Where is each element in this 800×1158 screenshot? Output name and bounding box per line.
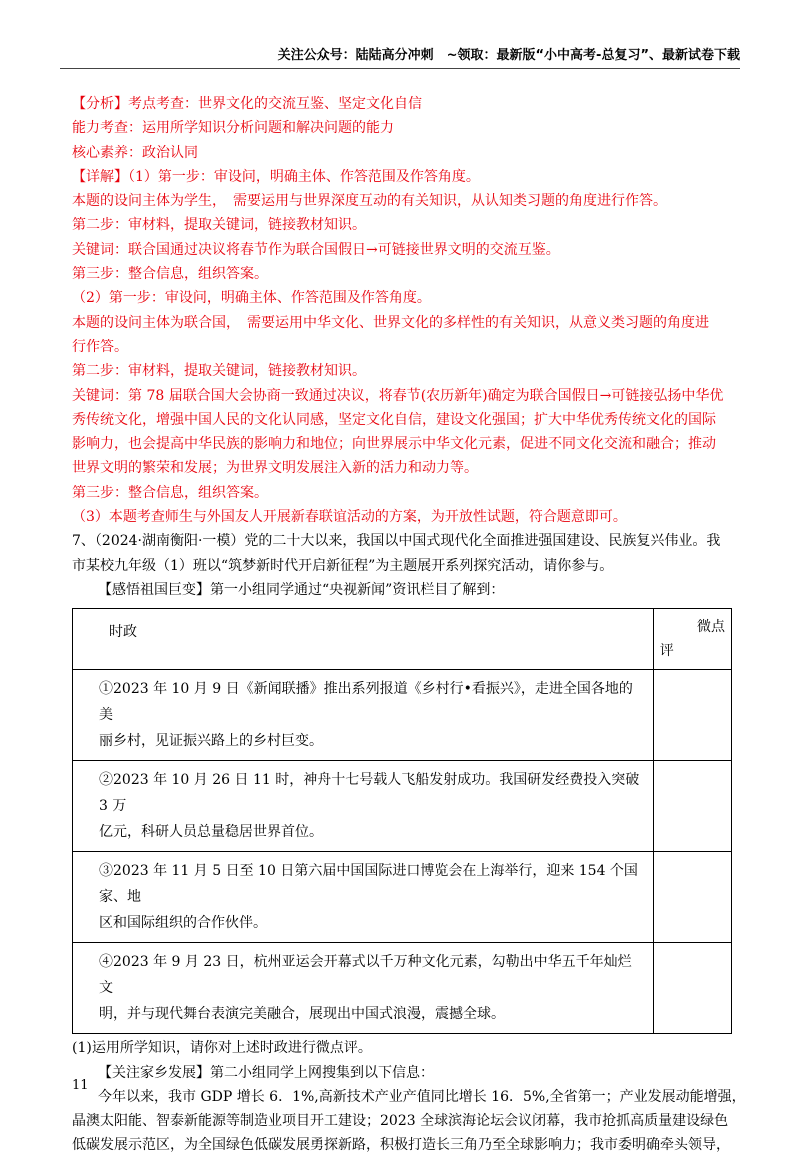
news-item-cell — [73, 943, 654, 1034]
comment-cell[interactable] — [653, 761, 731, 852]
analysis-line: 影响力，也会提高中华民族的影响力和地位；向世界展示中华文化元素，促进不同文化交流和融合；推动 — [72, 436, 716, 453]
header-left-label: 时政 — [109, 624, 137, 641]
analysis-line: 第二步：审材料，提取关键词，链接教材知识。 — [72, 363, 366, 380]
analysis-line: 第三步：整合信息，组织答案。 — [72, 266, 268, 283]
news-item-line: ②2023 年 10 月 26 日 11 时，神舟十七号载人飞船发射成功。我国研发经费投入突破 3 万 — [99, 772, 640, 815]
analysis-line: 关键词：联合国通过决议将春节作为联合国假日→可链接世界文明的交流互鉴。 — [72, 241, 560, 258]
analysis-line: （2）第一步：审设问，明确主体、作答范围及作答角度。 — [72, 290, 431, 307]
section2-line: 今年以来，我市 GDP 增长 6．1%,高新技术产业产值同比增长 16．5%,全省第一；产业发展动能增强， — [98, 1088, 746, 1105]
news-item-line: 区和国际组织的合作伙伴。 — [99, 915, 267, 932]
table-header-left — [73, 609, 654, 670]
page-header: 关注公众号：陆陆高分冲刺 ~领取：最新版“小中高考-总复习”、最新试卷下载 — [277, 48, 740, 63]
analysis-line: 第二步：审材料，提取关键词，链接教材知识。 — [72, 217, 366, 234]
section2-line: 低碳发展示范区，为全国绿色低碳发展勇探新路，积极打造长三角乃至全球影响力；我市委明确牵头领导， — [72, 1137, 730, 1154]
analysis-line: 能力考查：运用所学知识分析问题和解决问题的能力 — [72, 120, 394, 137]
analysis-line: 世界文明的繁荣和发展；为世界文明发展注入新的活力和动力等。 — [72, 460, 478, 477]
header-right-line2: 评 — [659, 643, 674, 660]
news-item-cell — [73, 670, 654, 761]
news-item-line: ③2023 年 11 月 5 日至 10 日第六届中国国际进口博览会在上海举行，迎来 154 个国家、地 — [99, 863, 638, 906]
analysis-line: 本题的设问主体为联合国， 需要运用中华文化、世界文化的多样性的有关知识，从意义类习题的角度进 — [72, 314, 709, 331]
question-intro-line: 7、（2024·湖南衡阳·一模）党的二十大以来，我国以中国式现代化全面推进强国建设、民族复兴伟业。我 — [72, 533, 721, 550]
comment-cell[interactable] — [653, 670, 731, 761]
news-item-line: ④2023 年 9 月 23 日，杭州亚运会开幕式以千万种文化元素，勾勒出中华五千年灿烂文 — [99, 954, 632, 997]
question-intro-line: 市某校九年级（1）班以“筑梦新时代开启新征程”为主题展开系列探究活动，请你参与。 — [72, 557, 614, 574]
analysis-line: 本题的设问主体为学生， 需要运用与世界深度互动的有关知识，从认知类习题的角度进行作答。 — [72, 193, 667, 210]
analysis-line: 行作答。 — [72, 338, 128, 355]
analysis-line: 【详解】（1）第一步：审设问，明确主体、作答范围及作答角度。 — [72, 168, 480, 185]
analysis-line: （3）本题考查师生与外国友人开展新春联谊活动的方案，为开放性试题，符合题意即可。 — [72, 509, 627, 526]
analysis-line: 秀传统文化，增强中国人民的文化认同感，坚定文化自信，建设文化强国；扩大中华优秀传统文化的国际 — [72, 411, 716, 428]
header-divider — [60, 68, 740, 69]
question-7 — [72, 529, 746, 1157]
analysis-line: 核心素养：政治认同 — [72, 144, 198, 161]
news-item-line: 明，并与现代舞台表演完美融合，展现出中国式浪漫，震撼全球。 — [99, 1006, 505, 1023]
table-row — [73, 761, 732, 852]
section1-title: 【感悟祖国巨变】第一小组同学通过“央视新闻”资讯栏目了解到： — [98, 581, 505, 598]
table-row — [73, 943, 732, 1034]
analysis-line: 关键词：第 78 届联合国大会协商一致通过决议，将春节(农历新年)确定为联合国假日→可链接弘扬中华优 — [72, 387, 724, 404]
table-row — [73, 670, 732, 761]
analysis-line: 第三步：整合信息，组织答案。 — [72, 484, 268, 501]
comment-cell[interactable] — [653, 943, 731, 1034]
header-right-line1: 微点 — [697, 619, 725, 636]
analysis-section — [72, 92, 732, 529]
page-number: 11 — [72, 1078, 89, 1093]
table-row — [73, 852, 732, 943]
news-item-cell — [73, 852, 654, 943]
news-table — [72, 608, 732, 1034]
sub-question-1: (1)运用所学知识，请你对上述时政进行微点评。 — [72, 1040, 372, 1057]
comment-cell[interactable] — [653, 852, 731, 943]
table-header-row — [73, 609, 732, 670]
section2-line: 晶澳太阳能、智泰新能源等制造业项目开工建设；2023 全球滨海论坛会议闭幕，我市抢抓高质量建设绿色 — [72, 1113, 729, 1130]
document-body — [72, 92, 746, 1158]
analysis-line: 【分析】考点考查：世界文化的交流互鉴、坚定文化自信 — [72, 96, 422, 112]
news-item-cell — [73, 761, 654, 852]
section2-title: 【关注家乡发展】第二小组同学上网搜集到以下信息： — [98, 1064, 434, 1081]
news-item-line: ①2023 年 10 月 9 日《新闻联播》推出系列报道《乡村行•看振兴》，走进全国各地的美 — [99, 681, 633, 724]
news-item-line: 丽乡村，见证振兴路上的乡村巨变。 — [99, 733, 323, 750]
table-header-right — [653, 609, 731, 670]
news-item-line: 亿元，科研人员总量稳居世界首位。 — [99, 824, 323, 841]
